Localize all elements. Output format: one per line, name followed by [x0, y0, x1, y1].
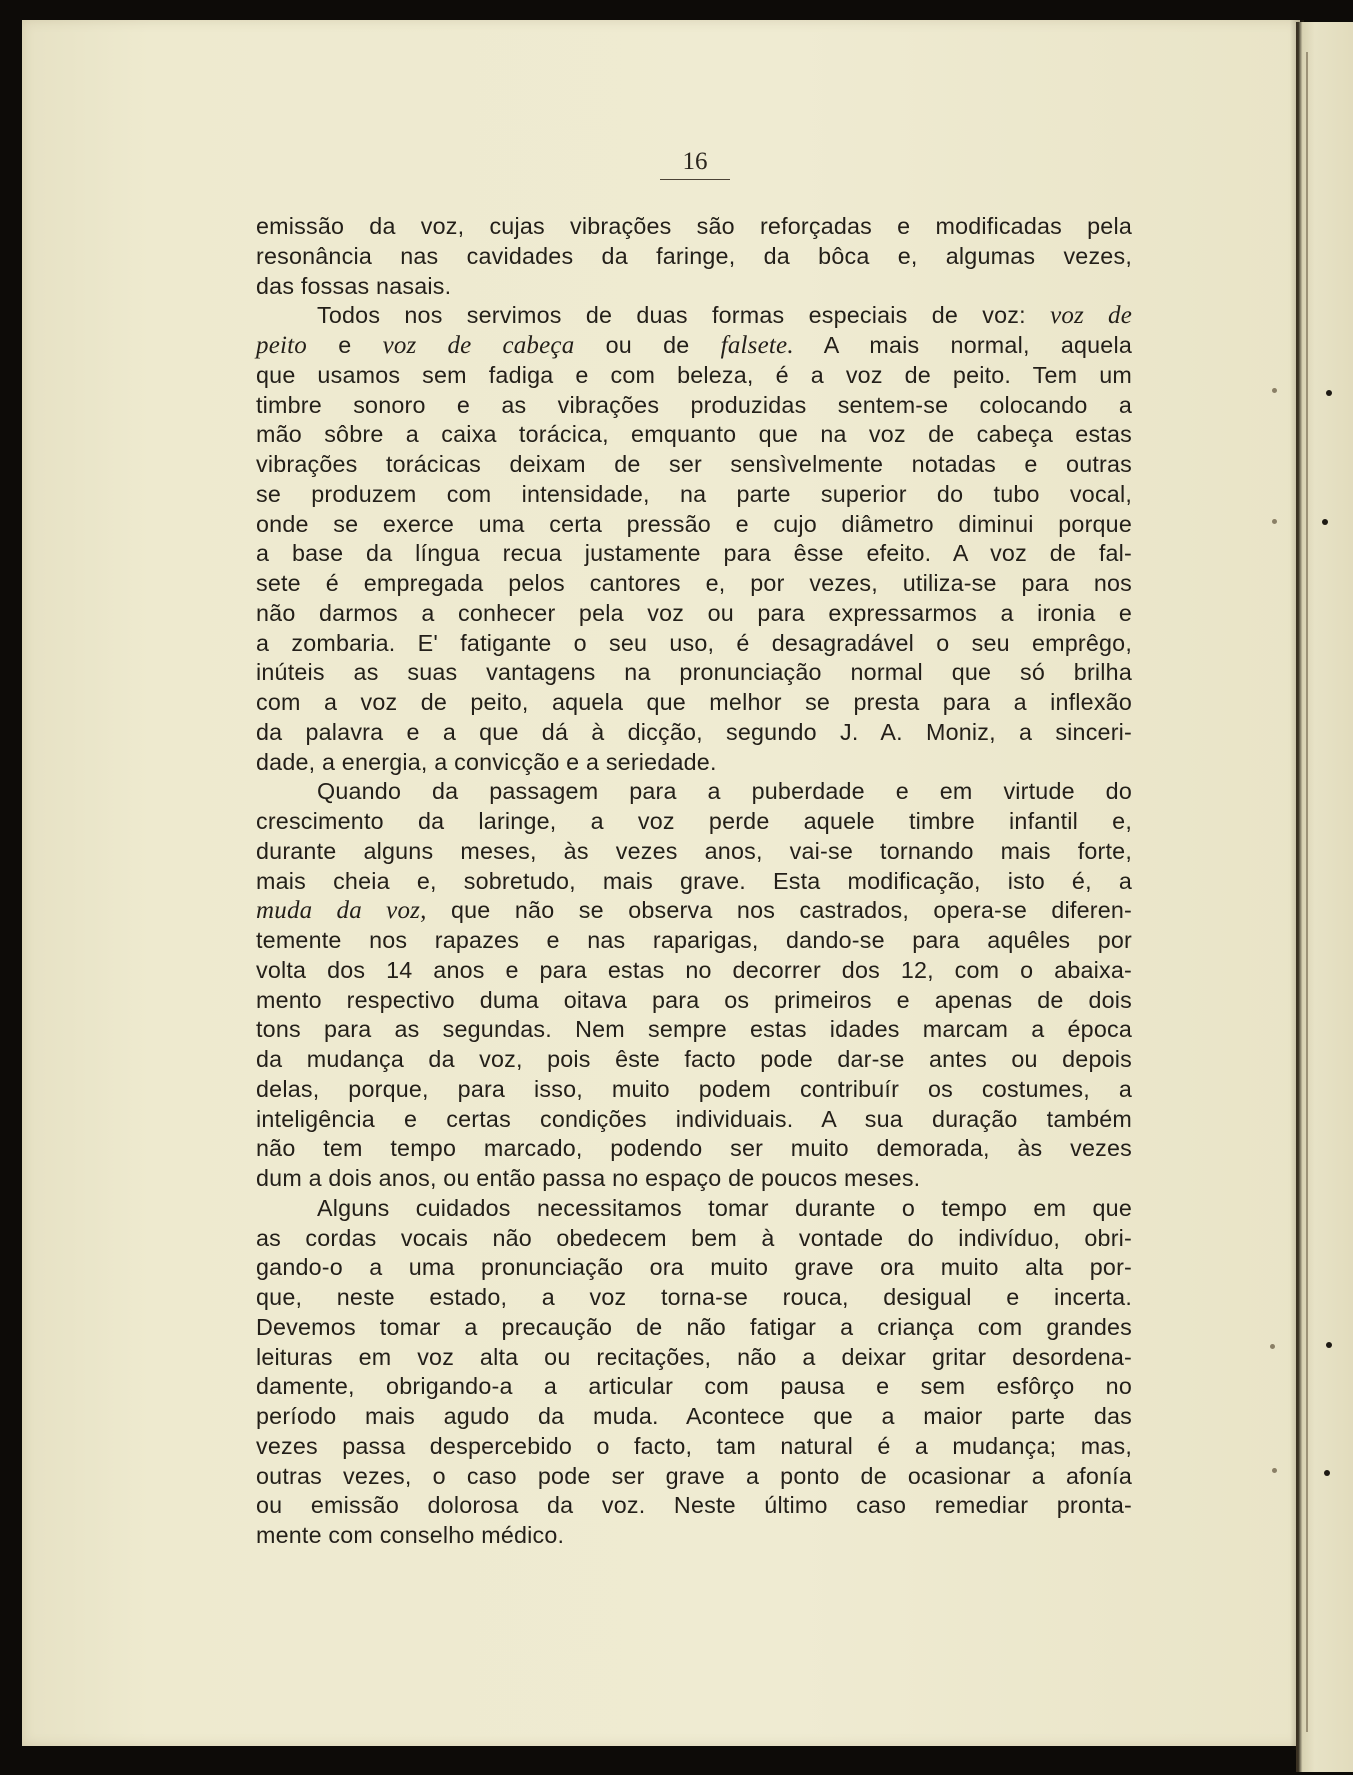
paper-speck — [1322, 519, 1328, 525]
text-line — [256, 331, 1132, 361]
text-line: temente nos rapazes e nas raparigas, dando-se para aquêles por — [256, 927, 1132, 953]
text-line: inteligência e certas condições individuais. A sua duração também — [256, 1105, 1132, 1132]
text-line: mais cheia e, sobretudo, mais grave. Esta modificação, isto é, a — [256, 867, 1132, 894]
paper-speck — [1272, 1468, 1277, 1473]
text-line: que usamos sem fadiga e com beleza, é a voz de peito. Tem um — [256, 361, 1132, 388]
text-line: Devemos tomar a precaução de não fatigar a criança com grandes — [256, 1313, 1132, 1340]
text-line: gando-o a uma pronunciação ora muito grave ora muito alta por- — [256, 1254, 1132, 1281]
text-line: leituras em voz alta ou recitações, não a deixar gritar desordena- — [256, 1343, 1132, 1370]
text-line: Alguns cuidados necessitamos tomar durante o tempo em que — [317, 1194, 1132, 1221]
text-segment: que não se observa nos castrados, opera-se diferen- — [426, 897, 1132, 924]
text-line: da palavra e a que dá à dicção, segundo J. A. Moniz, a sinceri- — [256, 718, 1132, 745]
paper-speck — [1270, 1344, 1275, 1349]
text-line: com a voz de peito, aquela que melhor se presta para a inflexão — [256, 689, 1132, 715]
paper-speck — [1272, 388, 1277, 393]
text-segment: A mais normal, aquela — [793, 332, 1132, 358]
text-line: dade, a energia, a convicção e a seriedade. — [256, 748, 717, 775]
italic-term: falsete. — [720, 332, 794, 359]
text-line: mento respectivo duma oitava para os primeiros e apenas de dois — [256, 986, 1132, 1013]
text-line: damente, obrigando-a a articular com pausa e sem esfôrço no — [256, 1373, 1132, 1400]
text-line: a base da língua recua justamente para êsse efeito. A voz de fal- — [256, 540, 1132, 567]
text-line: Quando da passagem para a puberdade e em virtude do — [317, 778, 1132, 805]
text-line: sete é empregada pelos cantores e, por vezes, utiliza-se para nos — [256, 570, 1132, 596]
text-segment: e — [307, 332, 383, 358]
text-line: emissão da voz, cujas vibrações são reforçadas e modificadas pela — [256, 213, 1132, 239]
paper-speck — [1326, 1342, 1332, 1348]
text-line: se produzem com intensidade, na parte superior do tubo vocal, — [256, 480, 1132, 507]
text-line: volta dos 14 anos e para estas no decorrer dos 12, com o abaixa- — [256, 956, 1132, 983]
text-line: vezes passa despercebido o facto, tam natural é a mudança; mas, — [256, 1432, 1132, 1459]
italic-term: voz de cabeça — [382, 332, 575, 359]
paper-speck — [1326, 390, 1332, 396]
text-line: as cordas vocais não obedecem bem à vontade do indivíduo, obri- — [256, 1224, 1132, 1251]
text-line: delas, porque, para isso, muito podem contribuír os costumes, a — [256, 1075, 1132, 1102]
text-line — [256, 896, 1132, 926]
text-line: inúteis as suas vantagens na pronunciação normal que só brilha — [256, 659, 1132, 686]
italic-term: muda da voz, — [256, 897, 427, 925]
text-line: timbre sonoro e as vibrações produzidas sentem-se colocando a — [256, 391, 1132, 418]
text-line: onde se exerce uma certa pressão e cujo diâmetro diminui porque — [256, 510, 1132, 537]
page-edge-line — [1306, 52, 1308, 1732]
text-line: ou emissão dolorosa da voz. Neste último caso remediar pronta- — [256, 1492, 1132, 1519]
text-line: outras vezes, o caso pode ser grave a ponto de ocasionar a afonía — [256, 1462, 1132, 1489]
text-segment: ou de — [574, 332, 721, 358]
text-line — [256, 301, 1132, 331]
text-line: crescimento da laringe, a voz perde aquele timbre infantil e, — [256, 808, 1132, 834]
text-line: não darmos a conhecer pela voz ou para expressarmos a ironia e — [256, 599, 1132, 626]
text-line: dum a dois anos, ou então passa no espaço de poucos meses. — [256, 1165, 921, 1191]
text-line: da mudança da voz, pois êste facto pode dar-se antes ou depois — [256, 1046, 1132, 1072]
italic-term: voz de — [1050, 302, 1132, 330]
text-segment: Todos nos servimos de duas formas especiais de voz: — [317, 302, 1051, 329]
text-line: tons para as segundas. Nem sempre estas idades marcam a época — [256, 1016, 1132, 1043]
text-line: não tem tempo marcado, podendo ser muito demorada, às vezes — [256, 1135, 1132, 1162]
text-line: mente com conselho médico. — [256, 1522, 565, 1548]
text-line: período mais agudo da muda. Acontece que a maior parte das — [256, 1403, 1132, 1429]
text-line: vibrações torácicas deixam de ser sensìvelmente notadas e outras — [256, 451, 1132, 477]
paper-speck — [1324, 1470, 1330, 1476]
text-line: a zombaria. E' fatigante o seu uso, é desagradável o seu emprêgo, — [256, 629, 1132, 656]
next-page-edge — [1296, 22, 1353, 1772]
body-text — [256, 212, 1132, 1551]
italic-term: peito — [256, 332, 307, 359]
text-line: mão sôbre a caixa torácica, emquanto que na voz de cabeça estas — [256, 421, 1132, 448]
text-line: que, neste estado, a voz torna-se rouca, desigual e incerta. — [256, 1284, 1132, 1310]
text-line: durante alguns meses, às vezes anos, vai-se tornando mais forte, — [256, 837, 1132, 864]
text-line: resonância nas cavidades da faringe, da bôca e, algumas vezes, — [256, 242, 1132, 269]
text-line: das fossas nasais. — [256, 272, 452, 299]
paper-speck — [1272, 519, 1277, 524]
page-number: 16 — [660, 148, 730, 180]
